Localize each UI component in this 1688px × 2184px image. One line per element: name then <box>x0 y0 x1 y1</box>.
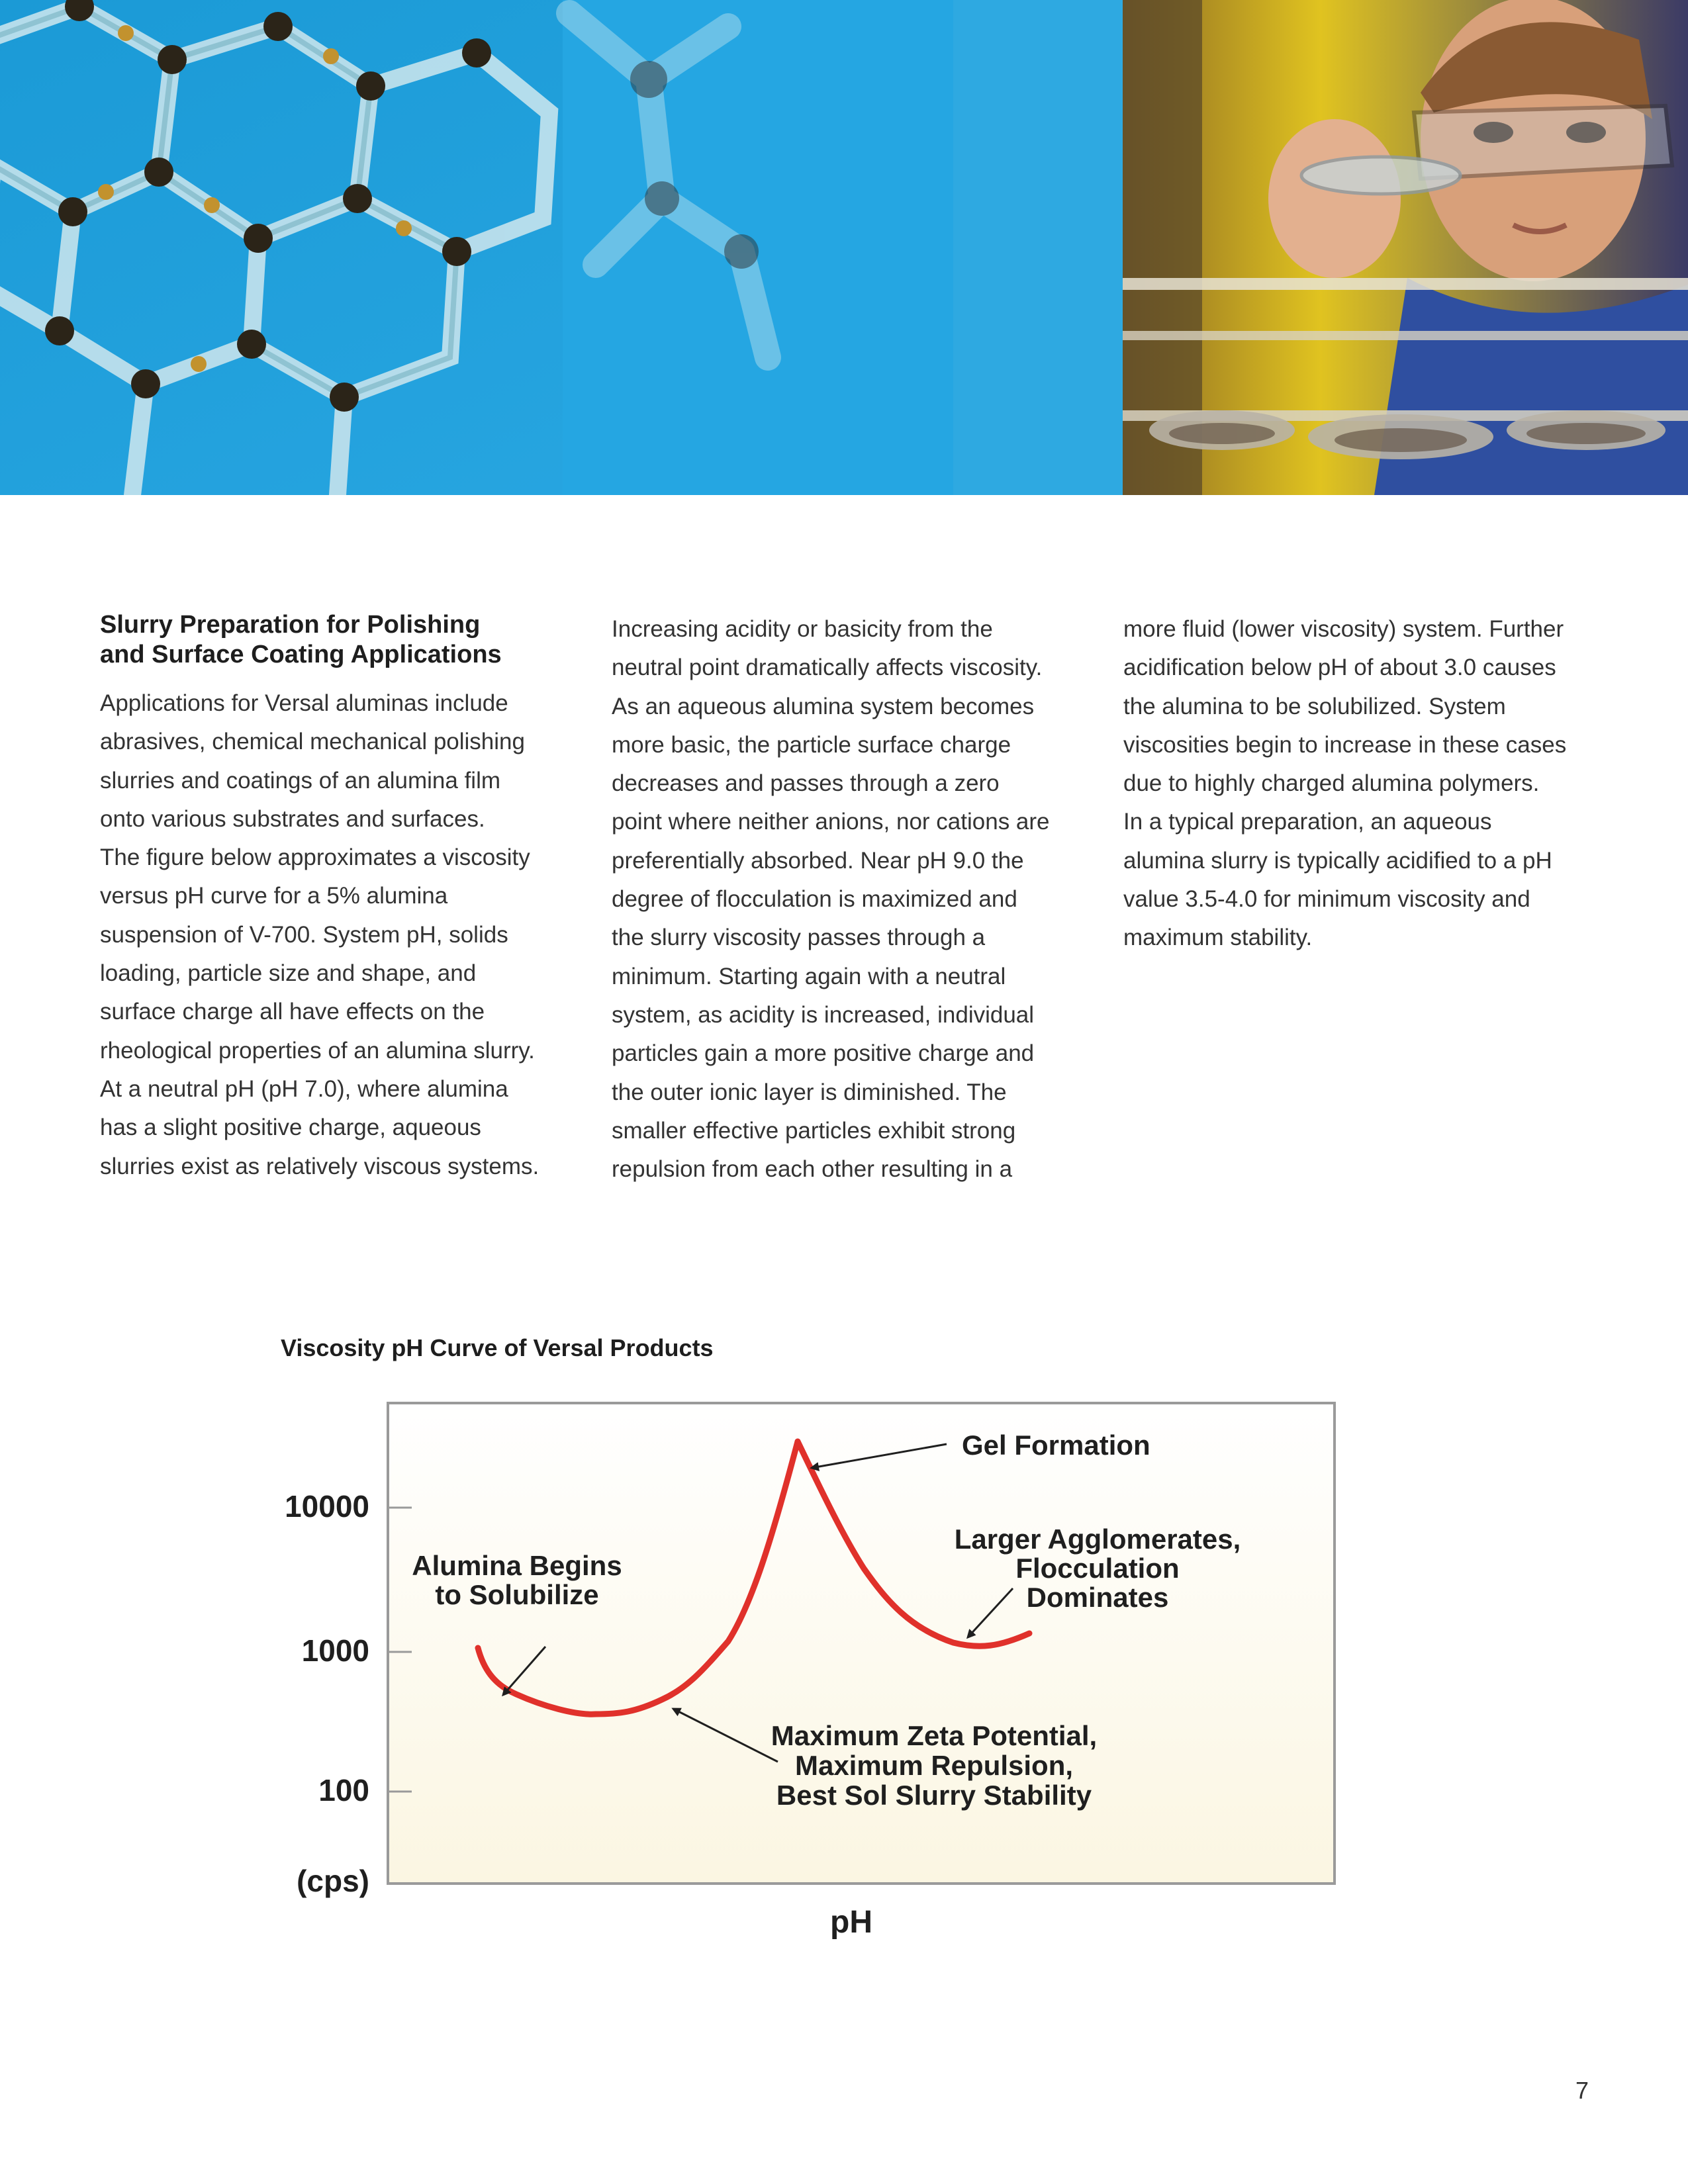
left-column-paragraph <box>100 684 563 1186</box>
figure-title: Viscosity pH Curve of Versal Products <box>281 1334 714 1361</box>
hero-images <box>0 0 1688 495</box>
zeta-label-line: Maximum Repulsion, <box>794 1750 1074 1781</box>
molecular-model-photo <box>0 0 1123 495</box>
text-line: In a typical preparation, an aqueous <box>1123 809 1492 835</box>
agglomerates-label-line: Larger Agglomerates, <box>954 1524 1241 1555</box>
section-heading <box>100 610 550 670</box>
text-line: degree of flocculation is maximized and <box>612 886 1017 913</box>
text-line: smaller effective particles exhibit strong <box>612 1117 1016 1144</box>
page-number: 7 <box>1575 2077 1589 2104</box>
text-line: At a neutral pH (pH 7.0), where alumina <box>100 1075 508 1102</box>
text-line: due to highly charged alumina polymers. <box>1123 770 1540 797</box>
zeta-label-line: Best Sol Slurry Stability <box>776 1780 1092 1811</box>
text-line: has a slight positive charge, aqueous <box>100 1115 481 1141</box>
text-line: loading, particle size and shape, and <box>100 960 477 987</box>
text-line: the outer ionic layer is diminished. The <box>612 1079 1007 1105</box>
text-line: rheological properties of an alumina slurry. <box>100 1037 535 1064</box>
left-text-column <box>100 610 563 1186</box>
text-line: Applications for Versal aluminas include <box>100 690 508 716</box>
x-axis-label: pH <box>830 1905 872 1940</box>
text-line: versus pH curve for a 5% alumina <box>100 883 448 909</box>
text-line: point where neither anions, nor cations are <box>612 809 1050 835</box>
middle-text-column <box>612 610 1075 1189</box>
text-line: slurries exist as relatively viscous systems. <box>100 1153 539 1179</box>
text-line: value 3.5-4.0 for minimum viscosity and <box>1123 886 1530 913</box>
y-axis-unit: (cps) <box>297 1864 369 1898</box>
text-line: abrasives, chemical mechanical polishing <box>100 729 525 755</box>
lab-scientist-photo <box>1123 0 1688 495</box>
viscosity-ph-chart <box>265 1383 1390 1952</box>
text-line: alumina slurry is typically acidified to a pH <box>1123 847 1552 874</box>
text-line: more fluid (lower viscosity) system. Further <box>1123 616 1564 642</box>
section-heading-line: Slurry Preparation for Polishing <box>100 611 481 639</box>
text-line: viscosities begin to increase in these cases <box>1123 731 1567 758</box>
text-line: the slurry viscosity passes through a <box>612 925 986 951</box>
text-line: decreases and passes through a zero <box>612 770 1000 797</box>
text-line: onto various substrates and surfaces. <box>100 805 485 832</box>
text-line: minimum. Starting again with a neutral <box>612 963 1006 989</box>
text-line: repulsion from each other resulting in a <box>612 1156 1013 1183</box>
text-line: system, as acidity is increased, individual <box>612 1001 1035 1028</box>
text-line: surface charge all have effects on the <box>100 999 485 1025</box>
agglomerates-label-line: Dominates <box>1026 1582 1169 1613</box>
solubilize-label-line: to Solubilize <box>435 1579 599 1610</box>
plot-area <box>388 1403 1335 1884</box>
y-tick-label: 1000 <box>301 1633 369 1668</box>
zeta-label-line: Maximum Zeta Potential, <box>771 1720 1098 1751</box>
text-line: more basic, the particle surface charge <box>612 731 1011 758</box>
text-line: slurries and coatings of an alumina film <box>100 767 501 794</box>
y-tick-label: 10000 <box>285 1489 369 1524</box>
section-heading-line: and Surface Coating Applications <box>100 641 502 668</box>
y-tick-label: 100 <box>318 1773 369 1807</box>
agglomerates-label-line: Flocculation <box>1015 1553 1180 1584</box>
gel-formation-label: Gel Formation <box>962 1430 1150 1461</box>
text-line: maximum stability. <box>1123 925 1313 951</box>
right-column-paragraph <box>1123 610 1587 958</box>
text-line: particles gain a more positive charge and <box>612 1040 1035 1067</box>
text-line: As an aqueous alumina system becomes <box>612 693 1035 719</box>
text-line: preferentially absorbed. Near pH 9.0 the <box>612 847 1024 874</box>
text-line: acidification below pH of about 3.0 causes <box>1123 655 1556 681</box>
text-line: Increasing acidity or basicity from the <box>612 616 993 642</box>
text-line: The figure below approximates a viscosity <box>100 844 530 871</box>
text-line: the alumina to be solubilized. System <box>1123 693 1506 719</box>
text-line: neutral point dramatically affects viscosity. <box>612 655 1043 681</box>
text-line: suspension of V-700. System pH, solids <box>100 921 508 948</box>
middle-column-paragraph <box>612 610 1075 1189</box>
right-text-column <box>1123 610 1587 958</box>
solubilize-label-line: Alumina Begins <box>412 1550 622 1581</box>
